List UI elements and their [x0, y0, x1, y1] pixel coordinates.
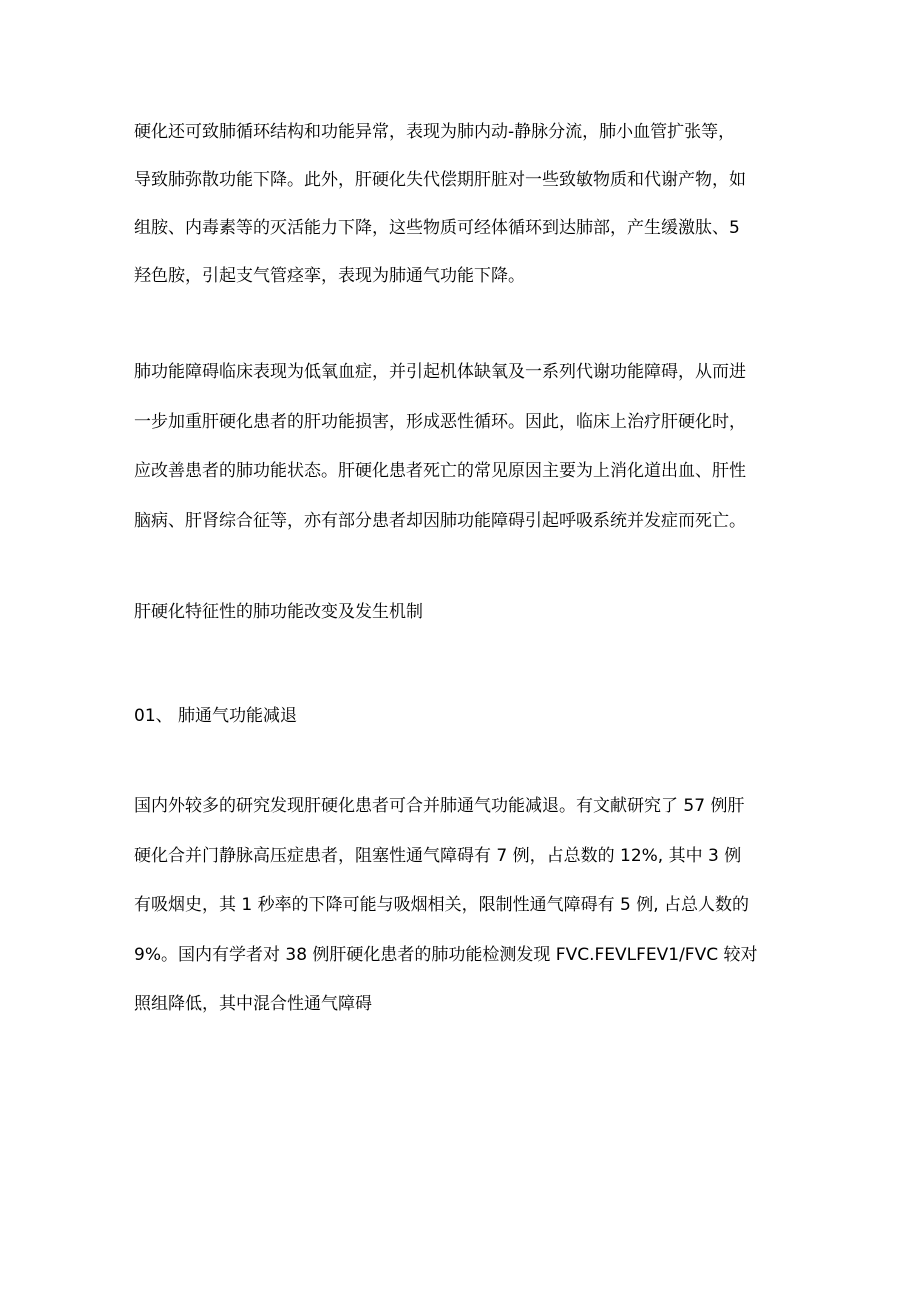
- paragraph-line: 脑病、肝肾综合征等，亦有部分患者却因肺功能障碍引起呼吸系统并发症而死亡。: [134, 511, 746, 531]
- paragraph-line: 有吸烟史，其 1 秒率的下降可能与吸烟相关，限制性通气障碍有 5 例, 占总人数的: [134, 895, 750, 915]
- paragraph-line: 羟色胺，引起支气管痉挛，表现为肺通气功能下降。: [134, 266, 525, 286]
- subsection-heading-text: 01、 肺通气功能减退: [134, 706, 298, 726]
- paragraph-line: 应改善患者的肺功能状态。肝硬化患者死亡的常见原因主要为上消化道出血、肝性: [134, 461, 746, 481]
- paragraph-line: 一步加重肝硬化患者的肝功能损害，形成恶性循环。因此，临床上治疗肝硬化时，: [134, 412, 746, 432]
- paragraph-line: 导致肺弥散功能下降。此外，肝硬化失代偿期肝脏对一些致敏物质和代谢产物，如: [134, 170, 746, 190]
- section-heading-text: 肝硬化特征性的肺功能改变及发生机制: [134, 602, 423, 622]
- paragraph-line: 硬化合并门静脉高压症患者，阻塞性通气障碍有 7 例，占总数的 12%, 其中 3 例: [134, 846, 742, 866]
- paragraph-line: 硬化还可致肺循环结构和功能异常，表现为肺内动-静脉分流，肺小血管扩张等，: [134, 122, 736, 142]
- paragraph-line: 组胺、内毒素等的灭活能力下降，这些物质可经体循环到达肺部，产生缓激肽、5: [134, 218, 740, 238]
- paragraph-line: 9%。国内有学者对 38 例肝硬化患者的肺功能检测发现 FVC.FEVLFEV1/FVC 较对: [134, 945, 758, 965]
- paragraph-line: 照组降低，其中混合性通气障碍: [134, 994, 372, 1014]
- paragraph-line: 国内外较多的研究发现肝硬化患者可合并肺通气功能减退。有文献研究了 57 例肝: [134, 796, 745, 816]
- paragraph-line: 肺功能障碍临床表现为低氧血症，并引起机体缺氧及一系列代谢功能障碍，从而进: [134, 362, 746, 382]
